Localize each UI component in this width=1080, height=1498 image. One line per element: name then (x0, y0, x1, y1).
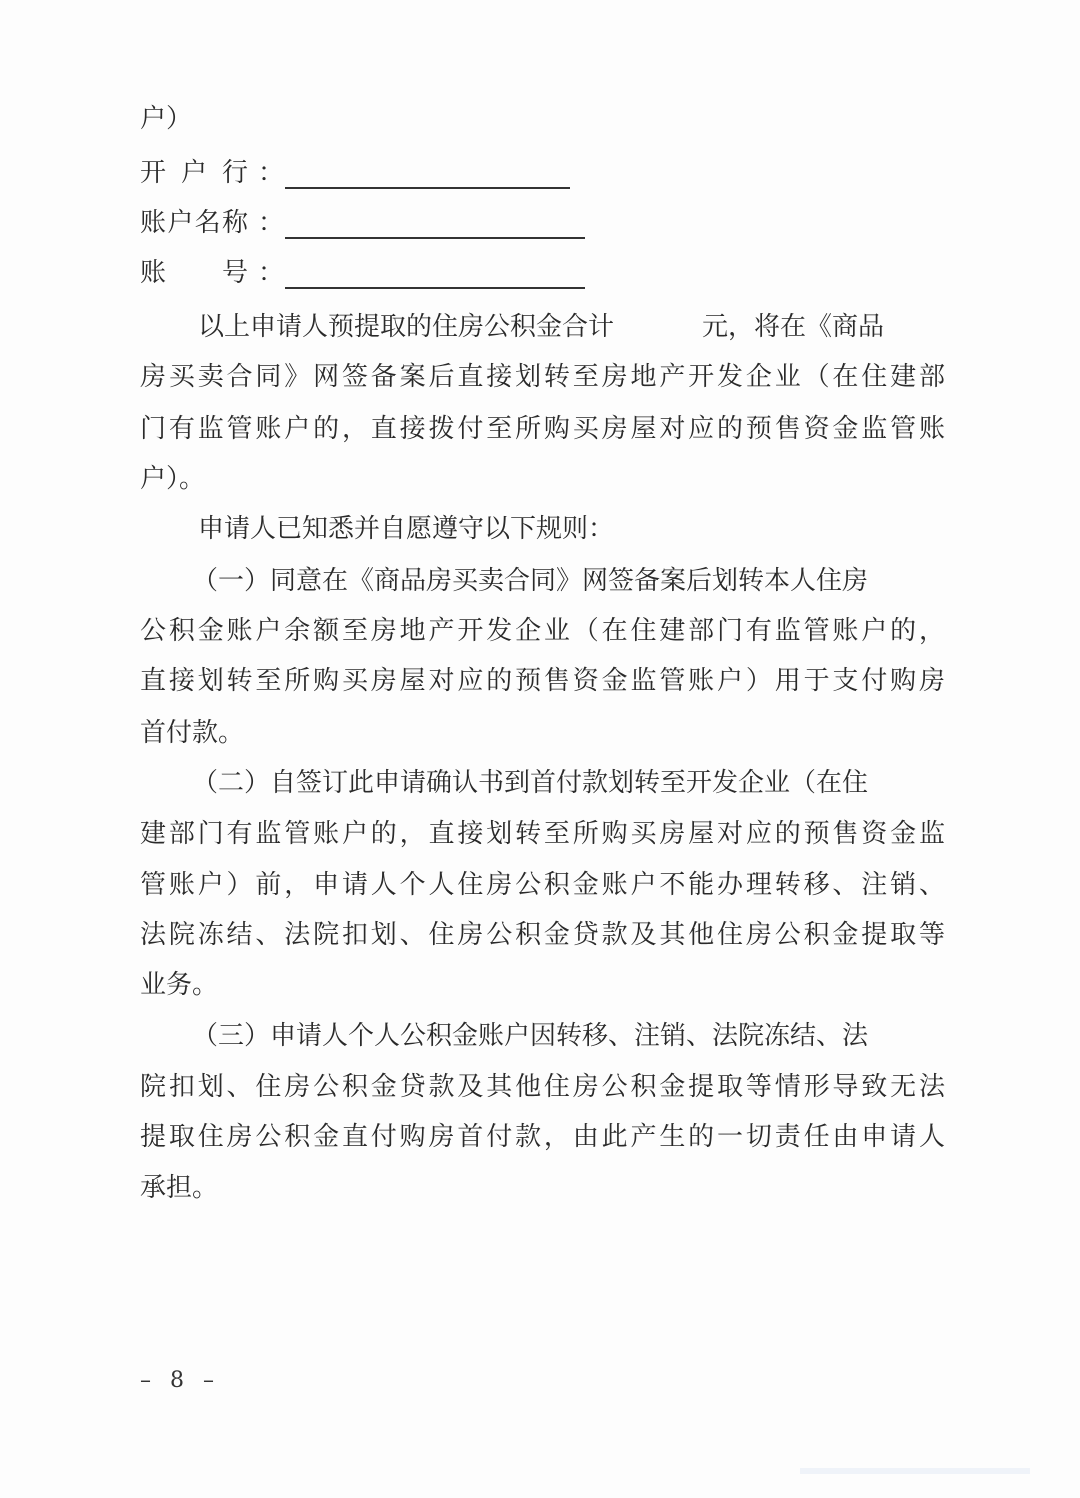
rule-3-line-4: 承担。 (140, 1173, 219, 1203)
rule-1-line-1: （一）同意在《商品房买卖合同》网签备案后划转本人住房 (192, 566, 869, 596)
rule-2-line-4: 法院冻结、法院扣划、住房公积金贷款及其他住房公积金提取等 (140, 920, 945, 950)
colon: ： (258, 158, 285, 188)
field-account-number (140, 254, 600, 292)
field-account-name (140, 204, 600, 242)
rule-3-line-3: 提取住房公积金直付购房首付款，由此产生的一切责任由申请人 (140, 1122, 945, 1152)
blank-underline[interactable] (285, 187, 570, 189)
field-account-number-label: 账号 (140, 258, 248, 288)
rule-1-line-4: 首付款。 (140, 718, 245, 748)
rule-2-line-3: 管账户）前，申请人个人住房公积金账户不能办理转移、注销、 (140, 870, 945, 900)
blank-underline[interactable] (285, 237, 585, 239)
colon: ： (258, 258, 285, 288)
rule-3-line-1: （三）申请人个人公积金账户因转移、注销、法院冻结、法 (192, 1021, 869, 1051)
colon: ： (258, 208, 285, 238)
blank-underline[interactable] (285, 287, 585, 289)
text-line-1: 户） (140, 104, 193, 134)
page-number: – 8 – (140, 1368, 220, 1393)
rule-1-line-3: 直接划转至所购买房屋对应的预售资金监管账户）用于支付购房 (140, 666, 945, 696)
rule-2-line-2: 建部门有监管账户的，直接划转至所购买房屋对应的预售资金监 (140, 819, 945, 849)
amount-text-a: 以上申请人预提取的住房公积金合计 (198, 312, 615, 342)
rule-3-line-2: 院扣划、住房公积金贷款及其他住房公积金提取等情形导致无法 (140, 1072, 945, 1102)
field-bank (140, 154, 600, 192)
paragraph-1-line-4: 户）。 (140, 464, 206, 494)
scan-artifact (800, 1468, 1030, 1474)
paragraph-1-line-3: 门有监管账户的，直接拨付至所购买房屋对应的预售资金监管账 (140, 414, 945, 444)
field-bank-label: 开户行 (140, 158, 248, 188)
rules-intro: 申请人已知悉并自愿遵守以下规则： (198, 514, 615, 544)
amount-text-b: 元，将在《商品 (702, 312, 885, 342)
paragraph-1-line-1 (140, 308, 945, 346)
rule-2-line-1: （二）自签订此申请确认书到首付款划转至开发企业（在住 (192, 768, 869, 798)
paragraph-1-line-2: 房买卖合同》网签备案后直接划转至房地产开发企业（在住建部 (140, 362, 945, 392)
field-account-name-label: 账户名称 (140, 208, 248, 238)
rule-1-line-2: 公积金账户余额至房地产开发企业（在住建部门有监管账户的， (140, 616, 945, 646)
rule-2-line-5: 业务。 (140, 970, 219, 1000)
